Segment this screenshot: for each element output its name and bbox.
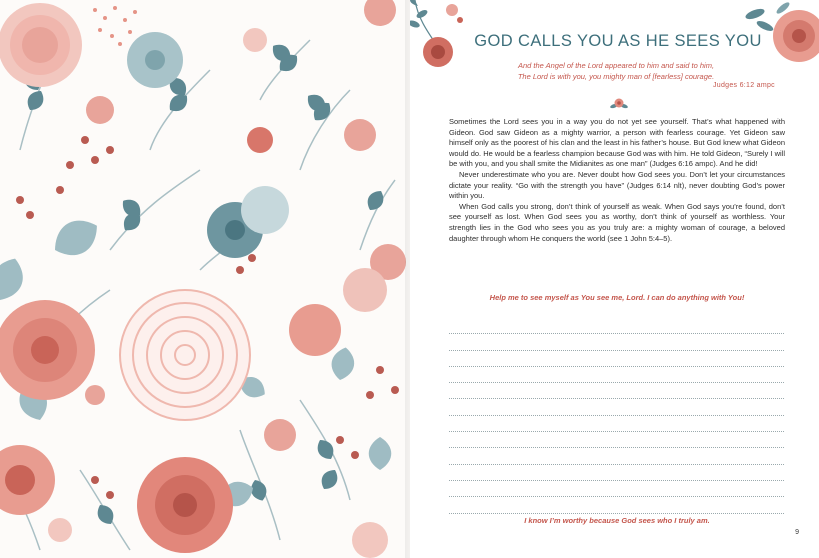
writing-line[interactable] [449, 448, 784, 464]
writing-line[interactable] [449, 497, 784, 513]
writing-line[interactable] [449, 399, 784, 415]
small-flower-ornament-icon [610, 97, 628, 111]
body-paragraph: When God calls you strong, don’t think of yourself as weak. When God says you’re found, don’t see yourself as lost. When God sees you as worthy, don’t think of yourself as worthless. Your strength lies in the God who sees you as you truly are: a mighty woman of courage, a beloved daughter through whom He conquers the world (see 1 John 5:4–5). [449, 201, 785, 243]
affirmation-text: I know I’m worthy because God sees who I truly am. [524, 516, 710, 525]
page-number: 9 [795, 529, 799, 536]
writing-line[interactable] [449, 432, 784, 448]
writing-line[interactable] [449, 351, 784, 367]
writing-line[interactable] [449, 416, 784, 432]
verse-reference: Judges 6:12 ampc [712, 82, 775, 89]
prayer-text: Help me to see myself as You see me, Lord. I can do anything with You! [489, 293, 745, 302]
verse-line: And the Angel of the Lord appeared to him and said to him, [517, 61, 715, 70]
body-paragraph: Never underestimate who you are. Never doubt how God sees you. Don’t let your circumstances dictate your reality. “Go with the strength you have” (Judges 6:14 nlt), never doubting God’s power within you. [449, 169, 785, 201]
devotional-page [410, 0, 819, 558]
writing-line[interactable] [449, 383, 784, 399]
body-paragraph: Sometimes the Lord sees you in a way you do not yet see yourself. That’s what happened with Gideon. God saw Gideon as a mighty warrior, a person with fearless courage. Yet Gideon saw himself only as the poorest of his clan and the least in his father’s house. But God knew what Gideon would do. He would be a fearless champion because God was with him. He told Gideon, “Surely I will be with you, and you shall smite the Midianites as one man” (Judges 6:16 ampc). And he did! [449, 117, 785, 169]
page-title: GOD CALLS YOU AS HE SEES YOU [474, 32, 762, 50]
writing-line[interactable] [449, 367, 784, 383]
writing-line[interactable] [449, 481, 784, 497]
scripture-verse [450, 60, 782, 82]
devotional-body [449, 117, 785, 244]
writing-line[interactable] [449, 318, 784, 334]
writing-line[interactable] [449, 334, 784, 350]
journal-writing-lines[interactable] [449, 318, 784, 514]
verse-line: The Lord is with you, you mighty man of [fearless] courage. [517, 72, 715, 81]
writing-line[interactable] [449, 465, 784, 481]
